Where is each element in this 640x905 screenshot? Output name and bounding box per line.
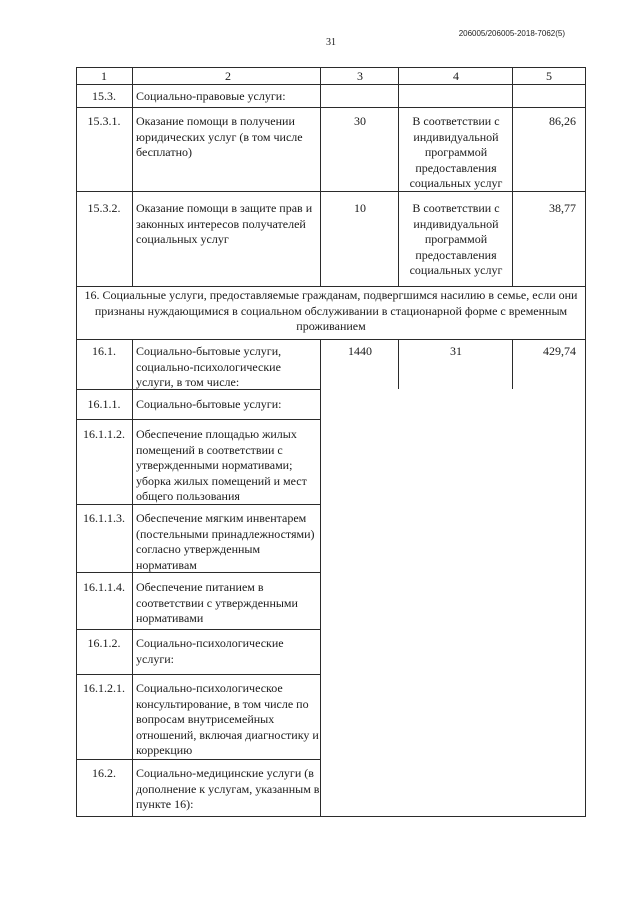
row-col4-value: В соответствии с индивидуальной программой предоставления социальных услуг (409, 201, 503, 277)
row-number: 16.1.1.4. (83, 580, 125, 594)
row-number: 15.3. (92, 89, 116, 103)
row-divider (76, 629, 321, 630)
table-border-bottom (76, 816, 586, 817)
row-divider (76, 286, 586, 287)
row-service-name: Обеспечение мягким инвентарем (постельными принадлежностями) согласно утвержденным нормативам (136, 511, 315, 572)
row-service-name: Социально-психологическое консультирование, в том числе по вопросам внутрисемейных отношений, включая диагностику и коррекцию (136, 681, 319, 757)
column-header: 1 (101, 69, 107, 83)
row-number: 16.1.1. (87, 397, 121, 411)
col-divider (512, 67, 513, 286)
column-header: 2 (225, 69, 231, 83)
row-number: 16.1.1.2. (83, 427, 125, 441)
col-divider (512, 339, 513, 389)
row-number: 15.3.1. (87, 114, 121, 128)
row-divider (76, 759, 321, 760)
row-number: 16.1. (92, 344, 116, 358)
col-divider (398, 339, 399, 389)
col-divider (132, 339, 133, 817)
column-header: 3 (357, 69, 363, 83)
row-col4-value: В соответствии с индивидуальной программой предоставления социальных услуг (409, 114, 503, 190)
col-divider (320, 339, 321, 817)
col-divider (398, 67, 399, 286)
page-number: 31 (326, 37, 336, 48)
row-service-name: Обеспечение питанием в соответствии с утвержденными нормативами (136, 580, 298, 625)
row-divider (76, 419, 321, 420)
column-header: 5 (546, 69, 552, 83)
row-col3-value: 1440 (348, 344, 372, 358)
row-service-name: Оказание помощи в получении юридических услуг (в том числе бесплатно) (136, 114, 303, 159)
row-divider (76, 674, 321, 675)
row-number: 16.1.2.1. (83, 681, 125, 695)
row-service-name: Социально-бытовые услуги: (136, 397, 282, 411)
column-header: 4 (453, 69, 459, 83)
row-col3-value: 30 (354, 114, 366, 128)
row-col5-value: 429,74 (543, 344, 576, 358)
table-border-right (585, 67, 586, 817)
row-number: 16.1.2. (87, 636, 121, 650)
row-col3-value: 10 (354, 201, 366, 215)
row-number: 16.2. (92, 766, 116, 780)
col-divider (320, 67, 321, 286)
row-col5-value: 86,26 (549, 114, 576, 128)
row-divider (76, 339, 586, 340)
row-col4-value: 31 (450, 344, 462, 358)
row-number: 16.1.1.3. (83, 511, 125, 525)
row-divider (76, 107, 586, 108)
row-service-name: Социально-медицинские услуги (в дополнение к услугам, указанным в пункте 16): (136, 766, 320, 811)
document-id: 206005/206005-2018-7062(5) (458, 29, 565, 38)
row-service-name: Социально-бытовые услуги, социально-психологические услуги, в том числе: (136, 344, 282, 389)
row-service-name: Социально-правовые услуги: (136, 89, 286, 103)
section-heading: 16. Социальные услуги, предоставляемые гражданам, подвергшимся насилию в семье, если они признаны нуждающимися в социальном обслуживании в стационарной форме с временным проживанием (84, 288, 578, 333)
row-col5-value: 38,77 (549, 201, 576, 215)
row-service-name: Обеспечение площадью жилых помещений в соответствии с утвержденными нормативами; уборка жилых помещений и мест общего пользования (136, 427, 307, 503)
services-table (76, 67, 586, 817)
row-number: 15.3.2. (87, 201, 121, 215)
row-service-name: Социально-психологические услуги: (136, 636, 284, 666)
col-divider (132, 67, 133, 286)
row-service-name: Оказание помощи в защите прав и законных интересов получателей социальных услуг (136, 201, 313, 246)
table-border-top (76, 67, 586, 68)
